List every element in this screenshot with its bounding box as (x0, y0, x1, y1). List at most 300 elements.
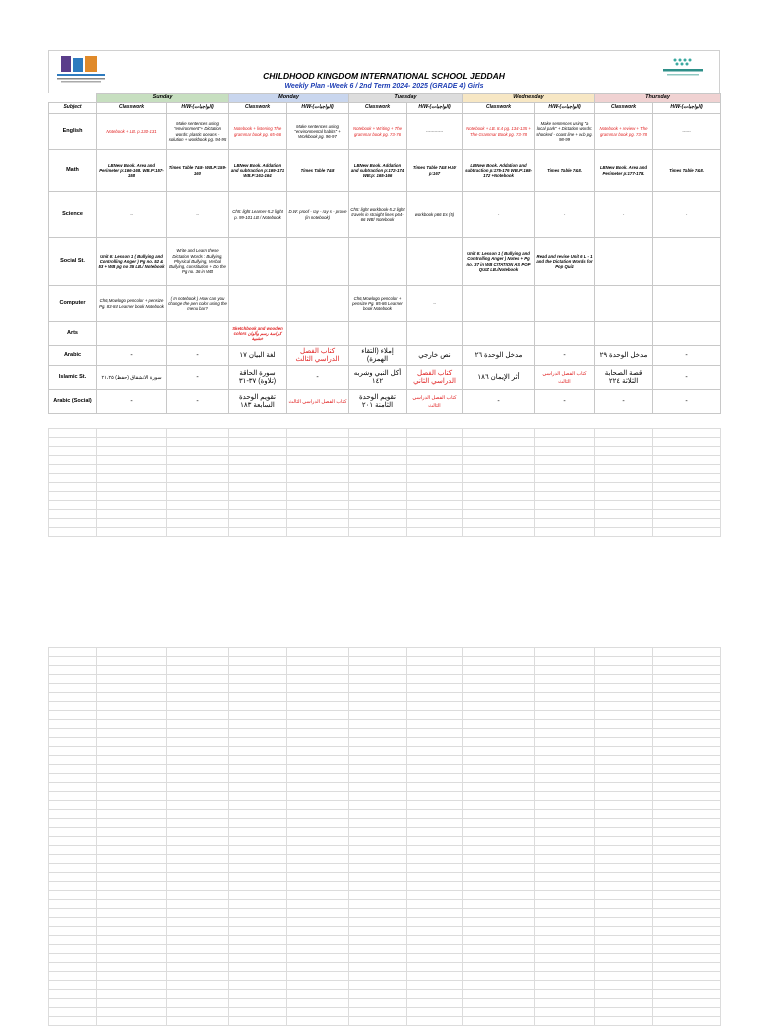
grid-cell (229, 810, 287, 819)
grid-cell (49, 999, 97, 1008)
grid-cell (229, 474, 287, 483)
homework-header: H/W-(الواجبات) (407, 103, 463, 114)
grid-cell (167, 918, 229, 927)
grid-cell (653, 855, 721, 864)
grid-cell (229, 963, 287, 972)
plan-cell: Notebook + LB. 8.4 pg. 134-135 + The Grammar Book pg. 73-78 (463, 114, 535, 150)
grid-row (49, 855, 721, 864)
grid-cell (535, 972, 595, 981)
plan-cell: LBNew Book. Area and Perimeter p:166-168. WB.P:157-158 (97, 150, 167, 192)
grid-cell (595, 693, 653, 702)
grid-cell (167, 648, 229, 657)
grid-cell (407, 864, 463, 873)
grid-row (49, 864, 721, 873)
school-name: CHILDHOOD KINGDOM INTERNATIONAL SCHOOL JEDDAH (263, 71, 505, 81)
grid-cell (535, 675, 595, 684)
grid-cell (407, 810, 463, 819)
grid-cell (349, 999, 407, 1008)
grid-cell (167, 909, 229, 918)
grid-cell (287, 648, 349, 657)
grid-cell (49, 882, 97, 891)
grid-cell (49, 711, 97, 720)
plan-cell: - (463, 192, 535, 238)
grid-cell (463, 465, 535, 474)
grid-cell (49, 783, 97, 792)
grid-cell (463, 492, 535, 501)
grid-cell (535, 873, 595, 882)
grid-row (49, 474, 721, 483)
grid-cell (49, 774, 97, 783)
grid-cell (463, 972, 535, 981)
grid-cell (49, 693, 97, 702)
grid-cell (97, 891, 167, 900)
grid-cell (595, 774, 653, 783)
grid-cell (97, 810, 167, 819)
grid-cell (407, 693, 463, 702)
grid-cell (229, 891, 287, 900)
grid-cell (463, 954, 535, 963)
grid-cell (167, 483, 229, 492)
plan-cell: سورة الانشقاق (حفظ) ٢١،٢٥ (97, 366, 167, 390)
grid-cell (229, 675, 287, 684)
grid-cell (595, 483, 653, 492)
grid-cell (535, 702, 595, 711)
grid-cell (653, 783, 721, 792)
grid-cell (595, 501, 653, 510)
grid-row (49, 519, 721, 528)
plan-cell (595, 238, 653, 286)
grid-cell (653, 510, 721, 519)
grid-cell (463, 648, 535, 657)
grid-cell (463, 1008, 535, 1017)
grid-cell (49, 519, 97, 528)
plan-cell: - (97, 390, 167, 414)
sheet-header (48, 50, 720, 93)
grid-cell (349, 774, 407, 783)
grid-cell (287, 729, 349, 738)
grid-cell (229, 981, 287, 990)
grid-cell (229, 756, 287, 765)
grid-cell (349, 909, 407, 918)
classwork-header: Classwork (349, 103, 407, 114)
grid-cell (535, 648, 595, 657)
grid-cell (463, 837, 535, 846)
grid-cell (535, 810, 595, 819)
grid-cell (349, 666, 407, 675)
grid-cell (97, 909, 167, 918)
grid-cell (167, 972, 229, 981)
grid-row (49, 801, 721, 810)
grid-cell (407, 963, 463, 972)
grid-cell (167, 963, 229, 972)
grid-cell (653, 729, 721, 738)
grid-cell (229, 492, 287, 501)
grid-cell (229, 972, 287, 981)
plan-cell: كتاب الفصل الدراسي الثالث (287, 390, 349, 414)
table-row (49, 192, 721, 238)
grid-cell (97, 963, 167, 972)
grid-row (49, 456, 721, 465)
grid-cell (49, 819, 97, 828)
grid-cell (653, 954, 721, 963)
grid-cell (167, 675, 229, 684)
grid-cell (595, 954, 653, 963)
grid-cell (407, 720, 463, 729)
grid-cell (463, 711, 535, 720)
grid-cell (49, 465, 97, 474)
plan-cell: أثر الإيمان ١٨٦ (463, 366, 535, 390)
grid-cell (97, 792, 167, 801)
grid-cell (229, 900, 287, 909)
subject-cell: Arabic (49, 346, 97, 366)
homework-header: H/W-(الواجبات) (287, 103, 349, 114)
grid-cell (463, 783, 535, 792)
grid-cell (407, 819, 463, 828)
grid-cell (49, 456, 97, 465)
grid-cell (349, 729, 407, 738)
grid-cell (287, 927, 349, 936)
grid-cell (97, 1008, 167, 1017)
plan-cell (653, 322, 721, 346)
plan-cell: - (653, 390, 721, 414)
grid-row (49, 819, 721, 828)
grid-cell (349, 1008, 407, 1017)
grid-cell (535, 492, 595, 501)
grid-cell (167, 729, 229, 738)
grid-cell (463, 438, 535, 447)
grid-cell (463, 882, 535, 891)
grid-cell (653, 465, 721, 474)
plan-cell (535, 286, 595, 322)
grid-cell (463, 747, 535, 756)
grid-cell (407, 756, 463, 765)
grid-cell (349, 501, 407, 510)
grid-cell (97, 675, 167, 684)
grid-cell (167, 519, 229, 528)
day-sunday: Sunday (97, 94, 229, 103)
table-row (49, 286, 721, 322)
grid-row (49, 1017, 721, 1026)
grid-row (49, 828, 721, 837)
grid-cell (535, 510, 595, 519)
grid-cell (167, 456, 229, 465)
day-header-row (49, 94, 721, 103)
plan-cell: - (167, 390, 229, 414)
grid-cell (349, 720, 407, 729)
grid-cell (49, 657, 97, 666)
grid-cell (653, 429, 721, 438)
grid-cell (287, 918, 349, 927)
empty-spreadsheet-grid (48, 647, 721, 1026)
grid-cell (535, 954, 595, 963)
grid-cell (349, 711, 407, 720)
grid-cell (287, 936, 349, 945)
grid-cell (287, 519, 349, 528)
grid-cell (49, 873, 97, 882)
grid-cell (49, 792, 97, 801)
grid-cell (535, 711, 595, 720)
grid-cell (349, 765, 407, 774)
grid-cell (49, 666, 97, 675)
grid-cell (653, 711, 721, 720)
grid-row (49, 648, 721, 657)
grid-cell (167, 882, 229, 891)
grid-cell (287, 837, 349, 846)
grid-cell (407, 855, 463, 864)
grid-cell (535, 783, 595, 792)
grid-cell (229, 918, 287, 927)
grid-cell (407, 501, 463, 510)
plan-cell: D.W: proof - ray - ray s - prove (in notebook) (287, 192, 349, 238)
grid-cell (167, 492, 229, 501)
grid-cell (653, 501, 721, 510)
grid-cell (97, 900, 167, 909)
grid-cell (535, 429, 595, 438)
grid-cell (407, 801, 463, 810)
plan-cell: - (595, 192, 653, 238)
grid-cell (97, 837, 167, 846)
grid-cell (49, 720, 97, 729)
table-row (49, 114, 721, 150)
grid-row (49, 783, 721, 792)
plan-cell (407, 238, 463, 286)
grid-cell (229, 783, 287, 792)
grid-cell (653, 792, 721, 801)
grid-cell (97, 783, 167, 792)
grid-cell (167, 1008, 229, 1017)
grid-row (49, 990, 721, 999)
grid-cell (595, 963, 653, 972)
grid-cell (463, 846, 535, 855)
grid-cell (167, 693, 229, 702)
grid-cell (97, 492, 167, 501)
grid-cell (407, 702, 463, 711)
grid-cell (463, 801, 535, 810)
grid-cell (229, 864, 287, 873)
grid-cell (407, 528, 463, 537)
grid-row (49, 891, 721, 900)
grid-cell (535, 528, 595, 537)
grid-cell (595, 891, 653, 900)
grid-cell (407, 648, 463, 657)
classwork-header: Classwork (97, 103, 167, 114)
grid-cell (349, 891, 407, 900)
grid-row (49, 981, 721, 990)
grid-cell (535, 657, 595, 666)
plan-cell: Notebook + LB. p.130-131 (97, 114, 167, 150)
grid-cell (287, 891, 349, 900)
grid-cell (535, 684, 595, 693)
grid-row (49, 702, 721, 711)
grid-row (49, 756, 721, 765)
grid-cell (97, 972, 167, 981)
grid-cell (595, 1008, 653, 1017)
grid-cell (653, 918, 721, 927)
grid-cell (653, 738, 721, 747)
grid-cell (535, 963, 595, 972)
grid-cell (463, 510, 535, 519)
grid-cell (49, 945, 97, 954)
grid-cell (167, 765, 229, 774)
grid-cell (229, 882, 287, 891)
grid-cell (349, 936, 407, 945)
plan-cell: قصة الصحابة الثلاثة ٢٢٤ (595, 366, 653, 390)
grid-cell (463, 936, 535, 945)
grid-cell (167, 429, 229, 438)
plan-cell: Notebook + Writing + The grammar book pg. 73-76 (349, 114, 407, 150)
plan-cell (463, 322, 535, 346)
grid-cell (463, 519, 535, 528)
grid-row (49, 501, 721, 510)
grid-cell (463, 774, 535, 783)
grid-cell (653, 747, 721, 756)
grid-cell (595, 846, 653, 855)
grid-cell (167, 846, 229, 855)
grid-row (49, 945, 721, 954)
grid-cell (229, 657, 287, 666)
grid-cell (49, 684, 97, 693)
grid-cell (167, 738, 229, 747)
grid-cell (407, 882, 463, 891)
grid-cell (229, 447, 287, 456)
day-thursday: Thursday (595, 94, 721, 103)
grid-cell (97, 510, 167, 519)
grid-row (49, 900, 721, 909)
grid-cell (407, 483, 463, 492)
homework-header: H/W-(الواجبات) (167, 103, 229, 114)
grid-cell (653, 657, 721, 666)
grid-cell (407, 666, 463, 675)
grid-cell (595, 648, 653, 657)
grid-row (49, 675, 721, 684)
grid-cell (653, 927, 721, 936)
grid-cell (229, 528, 287, 537)
grid-cell (653, 900, 721, 909)
grid-cell (287, 765, 349, 774)
plan-cell: Make sentences using "a local park" + Dictation words: shocked - coast line + w.b pg. 98-99 (535, 114, 595, 150)
grid-cell (49, 747, 97, 756)
plan-cell: Notebook + review + The grammar book pg. 73-78 (595, 114, 653, 150)
grid-cell (287, 855, 349, 864)
grid-cell (287, 702, 349, 711)
grid-cell (595, 702, 653, 711)
grid-cell (653, 483, 721, 492)
grid-cell (167, 756, 229, 765)
grid-cell (349, 810, 407, 819)
grid-cell (97, 684, 167, 693)
grid-cell (49, 738, 97, 747)
plan-cell: -- (407, 286, 463, 322)
grid-cell (97, 465, 167, 474)
grid-cell (463, 909, 535, 918)
grid-cell (49, 846, 97, 855)
grid-cell (287, 720, 349, 729)
grid-cell (653, 774, 721, 783)
grid-cell (653, 765, 721, 774)
grid-cell (229, 1017, 287, 1026)
plan-cell: - (653, 366, 721, 390)
grid-cell (97, 882, 167, 891)
grid-cell (97, 828, 167, 837)
grid-cell (535, 774, 595, 783)
grid-row (49, 666, 721, 675)
grid-cell (349, 492, 407, 501)
grid-cell (287, 429, 349, 438)
grid-cell (49, 981, 97, 990)
grid-cell (535, 909, 595, 918)
grid-cell (229, 747, 287, 756)
grid-row (49, 684, 721, 693)
table-row (49, 346, 721, 366)
grid-cell (287, 711, 349, 720)
grid-row (49, 483, 721, 492)
grid-row (49, 492, 721, 501)
grid-cell (349, 945, 407, 954)
grid-cell (407, 711, 463, 720)
grid-cell (653, 648, 721, 657)
grid-cell (407, 474, 463, 483)
plan-cell (287, 238, 349, 286)
grid-cell (229, 819, 287, 828)
grid-cell (535, 801, 595, 810)
grid-cell (49, 729, 97, 738)
grid-cell (595, 765, 653, 774)
grid-cell (349, 648, 407, 657)
grid-cell (97, 528, 167, 537)
plan-cell: LBNew Book. Area and Perimeter p:177-178. (595, 150, 653, 192)
grid-cell (167, 999, 229, 1008)
grid-cell (349, 474, 407, 483)
grid-cell (97, 648, 167, 657)
grid-cell (167, 702, 229, 711)
grid-cell (463, 702, 535, 711)
grid-cell (463, 945, 535, 954)
grid-cell (167, 657, 229, 666)
grid-cell (463, 429, 535, 438)
grid-cell (287, 747, 349, 756)
grid-cell (97, 429, 167, 438)
plan-cell (349, 238, 407, 286)
weekly-plan-sheet (48, 50, 720, 414)
grid-cell (653, 456, 721, 465)
grid-cell (97, 747, 167, 756)
grid-cell (595, 855, 653, 864)
grid-cell (287, 819, 349, 828)
grid-cell (49, 801, 97, 810)
grid-cell (229, 774, 287, 783)
plan-cell: إملاء (التقاء الهمزة) (349, 346, 407, 366)
grid-cell (349, 882, 407, 891)
grid-cell (349, 429, 407, 438)
grid-cell (407, 792, 463, 801)
grid-cell (229, 945, 287, 954)
classwork-header: Classwork (229, 103, 287, 114)
plan-cell: Times Table 7&8. (535, 150, 595, 192)
grid-row (49, 693, 721, 702)
grid-cell (167, 792, 229, 801)
grid-cell (167, 783, 229, 792)
grid-cell (229, 828, 287, 837)
grid-cell (407, 945, 463, 954)
grid-cell (349, 657, 407, 666)
grid-cell (349, 828, 407, 837)
plan-cell: مدخل الوحدة ٢٩ (595, 346, 653, 366)
grid-cell (167, 1017, 229, 1026)
grid-cell (97, 438, 167, 447)
grid-cell (287, 846, 349, 855)
plan-cell: سورة الحاقة (تلاوة) ٣٧-٣١ (229, 366, 287, 390)
weekly-plan-table (48, 93, 721, 414)
